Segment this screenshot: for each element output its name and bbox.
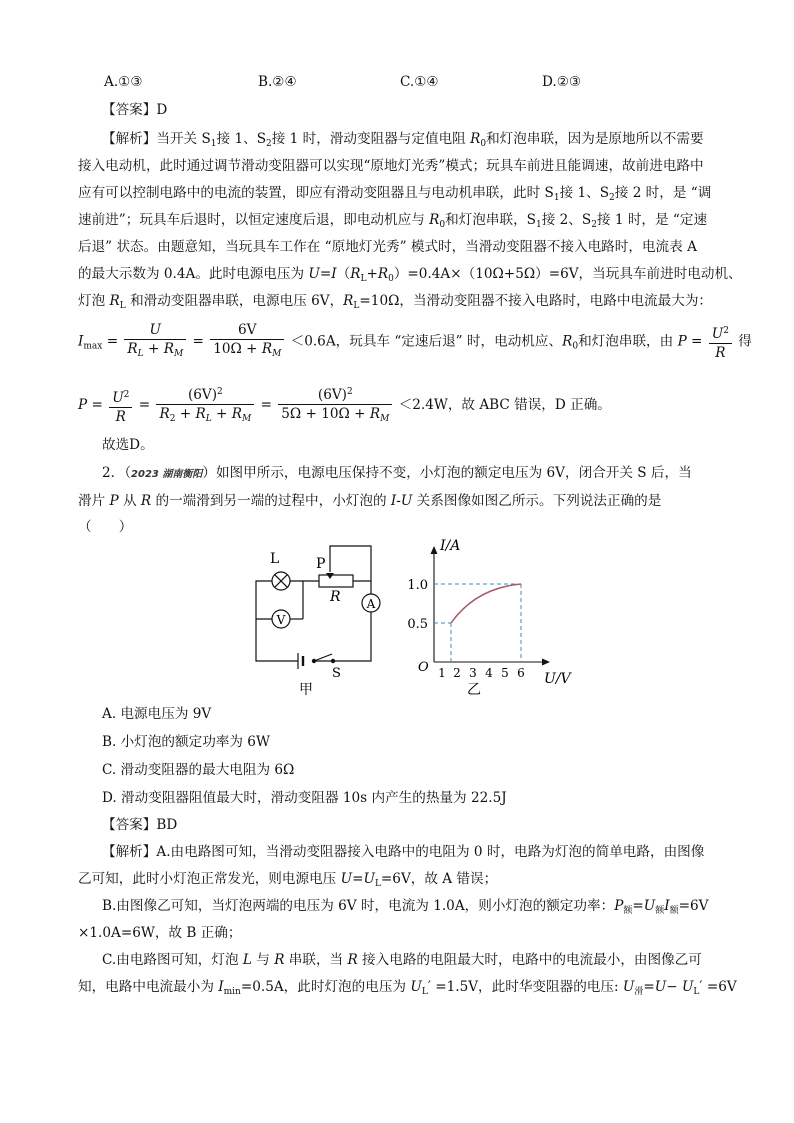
- voltmeter-icon: [272, 610, 290, 628]
- q2-choice-d: D. 滑动变阻器阻值最大时，滑动变阻器 10s 内产生的热量为 22.5J: [102, 790, 507, 806]
- ammeter-icon: [362, 594, 380, 612]
- x-tick-3: 3: [469, 666, 477, 680]
- q2-analysis-a-line-2: 乙可知，此时小灯泡正常发光，则电源电压 $U=U_L=6V$，故 A 错误；: [78, 871, 498, 889]
- q2-stem-line-1: 2．（2023 湖南衡阳）如图甲所示，电源电压保持不变，小灯泡的额定电压为 6V，闭合开关 S 后，当: [102, 465, 692, 481]
- option-c: C.①④: [400, 74, 439, 90]
- voltmeter-label: V: [276, 613, 286, 627]
- q1-analysis-line-1: 【解析】当开关 $S_1$接 1、$S_2$接 1 时，滑动变阻器与定值电阻 $R_0$和灯泡串联，因为是原地所以不需要: [102, 131, 704, 149]
- q1-analysis-line-3: 应有可以控制电路中的电流的装置，即应有滑动变阻器且与电动机串联，此时 $S_1$接 1、$S_2$接 2 时，是 “调: [78, 185, 712, 203]
- q1-analysis-line-5: 后退” 状态。由题意知，当玩具车工作在 “原地灯光秀” 模式时，当滑动变阻器不接入电路时，电流表 A: [78, 239, 697, 255]
- switch-label: S: [332, 666, 341, 681]
- battery-icon: [298, 653, 303, 669]
- lamp-label: L: [270, 551, 280, 567]
- q2-analysis-a-line-1: 【解析】A.由电路图可知，当滑动变阻器接入电路中的电阻为 0 时，电路为灯泡的简单电路，由图像: [102, 844, 705, 860]
- q2-figure: [236, 536, 576, 696]
- q1-analysis-line-7: 灯泡 $R_L$ 和滑动变阻器串联，电源电压 6V，$R_L=10\Omega$，当滑动变阻器不接入电路时，电路中电流最大为：: [78, 293, 713, 311]
- q2-source-tag: 2023 湖南衡阳: [131, 469, 203, 480]
- slider-label: P: [316, 556, 326, 572]
- y-tick-05: 0.5: [407, 617, 428, 632]
- q2-analysis-c-line-1: C.由电路图可知，灯泡 L 与 R 串联，当 R 接入电路的电阻最大时，电路中的电流最小，由图像乙可: [102, 952, 702, 968]
- formula-power: P = $\frac{U^2}{R}$ = $\frac{(6V)^2}{R_2 + R_L + R_M}$ = $\frac{(6V)^2}{5\Omega + 10\Omega + R_M}$ ＜2.4W，故 ABC 错误，D 正确。: [78, 383, 611, 428]
- q2-analysis-b-line-2: ×1.0A=6W，故 B 正确；: [78, 925, 242, 941]
- q1-analysis-line-4: 速前进”；玩具车后退时，以恒定速度后退，即电动机应与 $R_0$和灯泡串联，$S_1$接 2、$S_2$接 1 时，是 “定速: [78, 212, 708, 230]
- option-b: B.②④: [258, 74, 297, 90]
- formula-current-max: $I_{max}$ = $\frac{U}{R_L + R_M}$ = $\frac{6V}{10\Omega + R_M}$ ＜0.6A，玩具车 “定速后退” 时，电动机应、$R_0$和灯泡串联，由 P = $\frac{U^2}{R}$ 得: [78, 322, 752, 361]
- origin-label: O: [418, 660, 429, 675]
- q1-analysis-line-2: 接入电动机，此时通过调节滑动变阻器可以实现“原地灯光秀”模式；玩具车前进且能调速，故前进电路中: [78, 158, 704, 174]
- fraction-u2-over-r: $\frac{U^2}{R}$: [709, 322, 732, 362]
- x-tick-1: 1: [438, 666, 446, 680]
- x-tick-5: 5: [501, 666, 509, 680]
- iu-graph: [431, 546, 551, 666]
- lamp-icon: [272, 572, 290, 590]
- y-tick-1: 1.0: [407, 578, 428, 593]
- q2-choice-c: C. 滑动变阻器的最大电阻为 6Ω: [102, 762, 295, 778]
- resistor-icon: [319, 575, 353, 587]
- fraction-36-over-sum: $\frac{(6V)^2}{R_2 + R_L + R_M}$: [156, 383, 254, 428]
- option-d: D.②③: [542, 74, 582, 90]
- q2-analysis-b-line-1: B.由图像乙可知，当灯泡两端的电压为 6V 时，电流为 1.0A，则小灯泡的额定功率：$P_额=U_额I_额=6V$: [102, 898, 709, 916]
- fraction-u-over-r: $\frac{U}{R_L + R_M}$: [124, 321, 186, 363]
- q2-choice-a: A. 电源电压为 9V: [102, 706, 212, 722]
- q1-answer: 【答案】D: [102, 102, 168, 118]
- figure-label-right: 乙: [467, 682, 481, 696]
- q1-analysis-line-6: 的最大示数为 0.4A。此时电源电压为 $U=I(R_L+R_0)=0.4A\times(10\Omega+5\Omega)=6V$，当玩具车前进时电动机、: [78, 266, 742, 284]
- iu-curve: [451, 584, 521, 623]
- x-tick-2: 2: [453, 666, 461, 680]
- y-axis-label: I/A: [440, 538, 461, 554]
- x-tick-6: 6: [517, 666, 525, 680]
- q1-conclusion: 故选D。: [102, 437, 154, 453]
- x-tick-4: 4: [485, 666, 493, 680]
- x-axis-label: U/V: [544, 671, 571, 687]
- resistor-label: R: [330, 589, 341, 605]
- q2-stem-line-3: （ ）: [78, 519, 133, 535]
- ammeter-label: A: [366, 597, 376, 611]
- figure-label-left: 甲: [299, 682, 313, 696]
- fraction-6v: $\frac{6V}{10\Omega + R_M}$: [210, 321, 284, 363]
- q2-answer: 【答案】BD: [102, 817, 178, 833]
- option-a: A.①③: [104, 74, 143, 90]
- q2-analysis-c-line-2: 知，电路中电流最小为 $I_{min}=0.5A$，此时灯泡的电压为 $U_L' =1.5V$，此时华变阻器的电压: $U_滑=U- U_L' =6V$: [78, 979, 737, 997]
- fraction-u2-r: $\frac{U^2}{R}$: [109, 386, 132, 426]
- q2-stem-line-2: 滑片 P 从 R 的一端滑到另一端的过程中，小灯泡的 I-U 关系图像如图乙所示。下列说法正确的是: [78, 493, 662, 509]
- fraction-36-over-15: $\frac{(6V)^2}{5\Omega + 10\Omega + R_M}$: [278, 383, 392, 428]
- q2-choice-b: B. 小灯泡的额定功率为 6W: [102, 734, 270, 750]
